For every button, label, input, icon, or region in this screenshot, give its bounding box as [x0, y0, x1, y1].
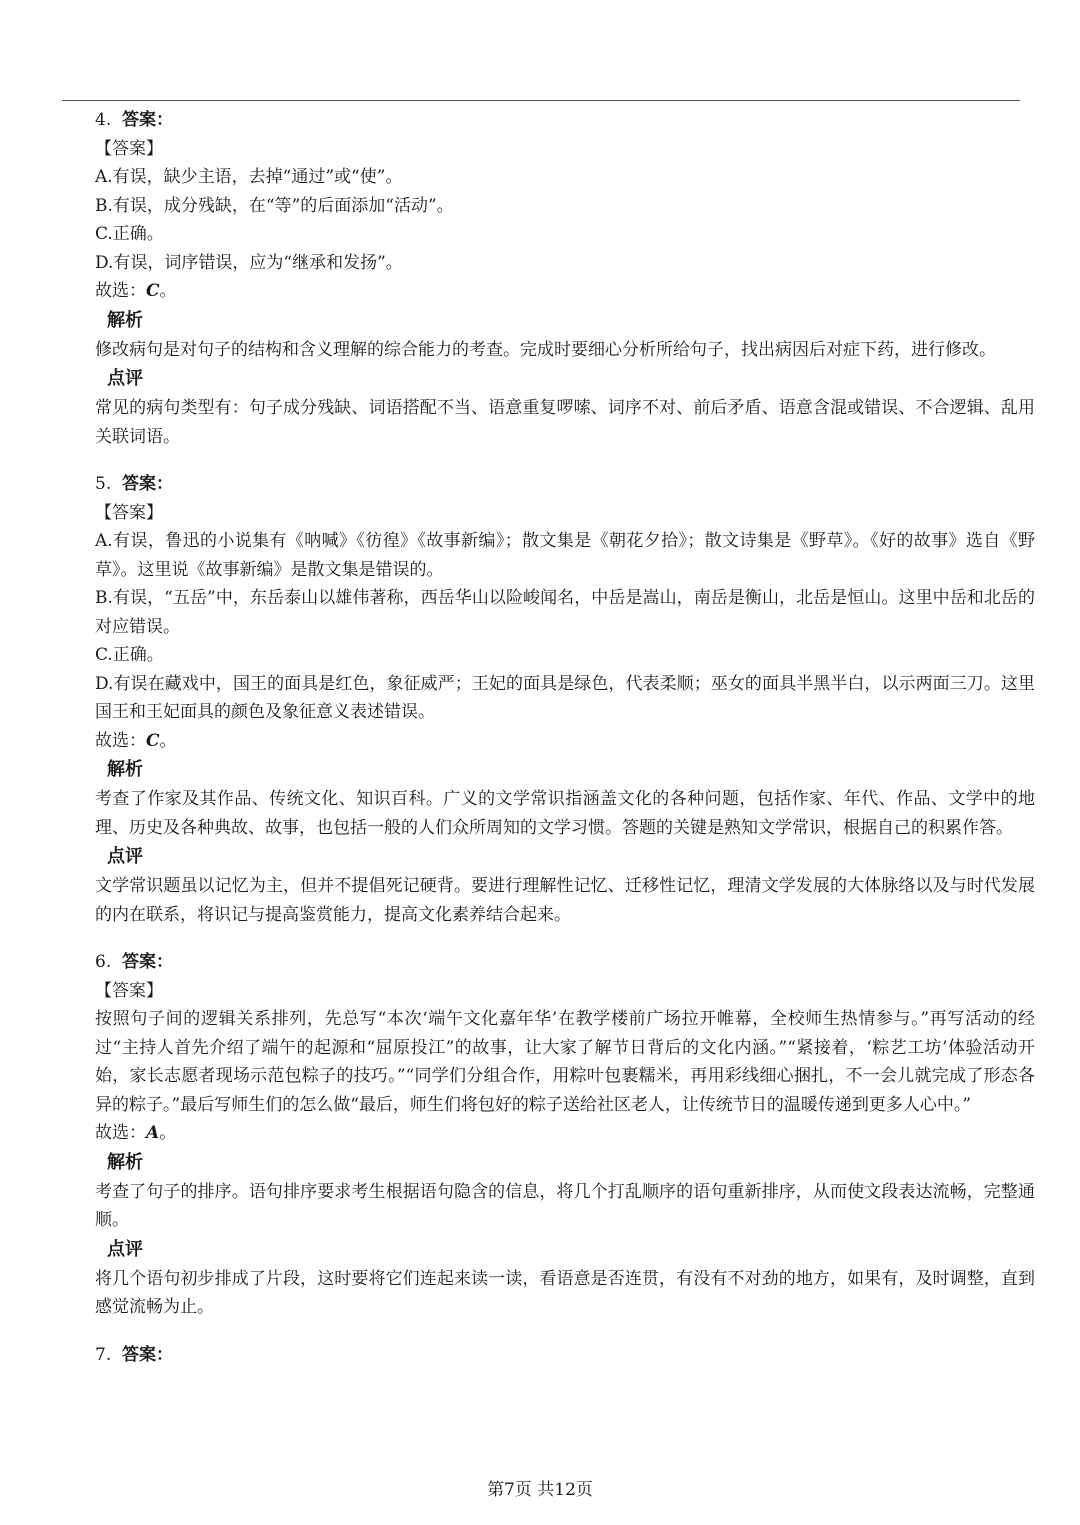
question-4	[95, 106, 1035, 451]
comment-text: 将几个语句初步排成了片段，这时要将它们连起来读一读，看语意是否连贯，有没有不对劲的地方，如果有，及时调整，直到感觉流畅为止。	[95, 1268, 1035, 1317]
choice-suffix: 。	[159, 730, 177, 751]
comment-heading: 点评	[107, 846, 143, 867]
choice-prefix: 故选：	[95, 1123, 146, 1143]
header-rule	[62, 100, 1020, 101]
choice-suffix: 。	[159, 281, 177, 301]
comment-text: 常见的病句类型有：句子成分残缺、词语搭配不当、语意重复啰嗦、词序不对、前后矛盾、语意含混或错误、不合逻辑、乱用关联词语。	[95, 398, 1035, 447]
choice-line	[95, 727, 1035, 756]
page-footer: 第7页 共12页	[487, 1480, 593, 1500]
analysis-text: 考查了作家及其作品、传统文化、知识百科。广义的文学常识指涵盖文化的各种问题，包括作家、年代、作品、文学中的地理、历史及各种典故、故事，也包括一般的人们众所周知的文学习惯。答题的关键是熟知文学常识，根据自己的积累作答。	[95, 789, 1035, 838]
answer-title	[95, 106, 1035, 135]
choice-prefix: 故选：	[95, 730, 146, 751]
choice-letter: C	[146, 281, 160, 301]
answer-line: C.正确。	[95, 645, 164, 665]
analysis-text: 考查了句子的排序。语句排序要求考生根据语句隐含的信息，将几个打乱顺序的语句重新排序，从而使文段表达流畅，完整通顺。	[95, 1181, 1035, 1230]
answer-line: B.有误，“五岳”中，东岳泰山以雄伟著称，西岳华山以险峻闻名，中岳是嵩山，南岳是衡山，北岳是恒山。这里中岳和北岳的对应错误。	[95, 588, 1035, 637]
answer-line: A.有误，缺少主语，去掉“通过”或“使”。	[95, 167, 403, 187]
answer-heading: 答案：	[122, 952, 174, 972]
answer-title	[95, 470, 1035, 499]
question-5	[95, 470, 1035, 929]
answer-line: B.有误，成分残缺，在“等”的后面添加“活动”。	[95, 195, 454, 216]
choice-line	[95, 277, 1035, 306]
question-6	[95, 948, 1035, 1322]
choice-suffix: 。	[159, 1123, 177, 1143]
question-number: 7.	[95, 1344, 112, 1365]
comment-heading: 点评	[107, 368, 143, 389]
choice-line	[95, 1119, 1035, 1148]
answer-line: D.有误在藏戏中，国王的面具是红色，象征威严；王妃的面具是绿色，代表柔顺；巫女的面具半黑半白，以示两面三刀。这里国王和王妃面具的颜色及象征意义表述错误。	[95, 673, 1035, 722]
answer-heading: 答案：	[122, 1344, 174, 1365]
choice-prefix: 故选：	[95, 281, 146, 301]
question-number: 4.	[95, 110, 112, 130]
answer-line: 按照句子间的逻辑关系排列，先总写“本次‘端午文化嘉年华’在教学楼前广场拉开帷幕，全校师生热情参与。”再写活动的经过“主持人首先介绍了端午的起源和“屈原投江”的故事，让大家了解节日背后的文化内涵。”“紧接着，‘粽艺工坊’体验活动开始，家长志愿者现场示范包粽子的技巧。”“同学们分组合作，用粽叶包裹糯米，再用彩线细心捆扎，不一会儿就完成了形态各异的粽子。”最后写师生们的怎么做“最后，师生们将包好的粽子送给社区老人，让传统节日的温暖传递到更多人心中。”	[95, 1009, 1035, 1115]
choice-letter: C	[146, 730, 160, 751]
answer-tag: 【答案】	[95, 138, 163, 159]
answer-content	[95, 106, 1035, 1369]
answer-line: D.有误，词序错误，应为“继承和发扬”。	[95, 252, 403, 273]
analysis-heading: 解析	[107, 759, 143, 780]
choice-letter: A	[146, 1123, 160, 1143]
analysis-heading: 解析	[107, 1151, 143, 1173]
question-7	[95, 1341, 1035, 1370]
analysis-heading: 解析	[107, 309, 143, 331]
answer-heading: 答案：	[122, 474, 174, 494]
answer-tag: 【答案】	[95, 502, 163, 523]
comment-heading: 点评	[107, 1238, 143, 1260]
answer-title	[95, 948, 1035, 977]
question-number: 6.	[95, 952, 112, 972]
comment-text: 文学常识题虽以记忆为主，但并不提倡死记硬背。要进行理解性记忆、迁移性记忆，理清文学发展的大体脉络以及与时代发展的内在联系，将识记与提高鉴赏能力，提高文化素养结合起来。	[95, 876, 1035, 925]
answer-heading: 答案：	[122, 110, 174, 130]
answer-line: C.正确。	[95, 224, 164, 244]
answer-title	[95, 1341, 1035, 1370]
answer-tag: 【答案】	[95, 980, 163, 1001]
question-number: 5.	[95, 474, 112, 494]
analysis-text: 修改病句是对句子的结构和含义理解的综合能力的考查。完成时要细心分析所给句子，找出病因后对症下药，进行修改。	[95, 339, 996, 360]
answer-line: A.有误，鲁迅的小说集有《呐喊》《彷徨》《故事新编》；散文集是《朝花夕拾》；散文诗集是《野草》。《好的故事》选自《野草》。这里说《故事新编》是散文集是错误的。	[95, 531, 1035, 580]
